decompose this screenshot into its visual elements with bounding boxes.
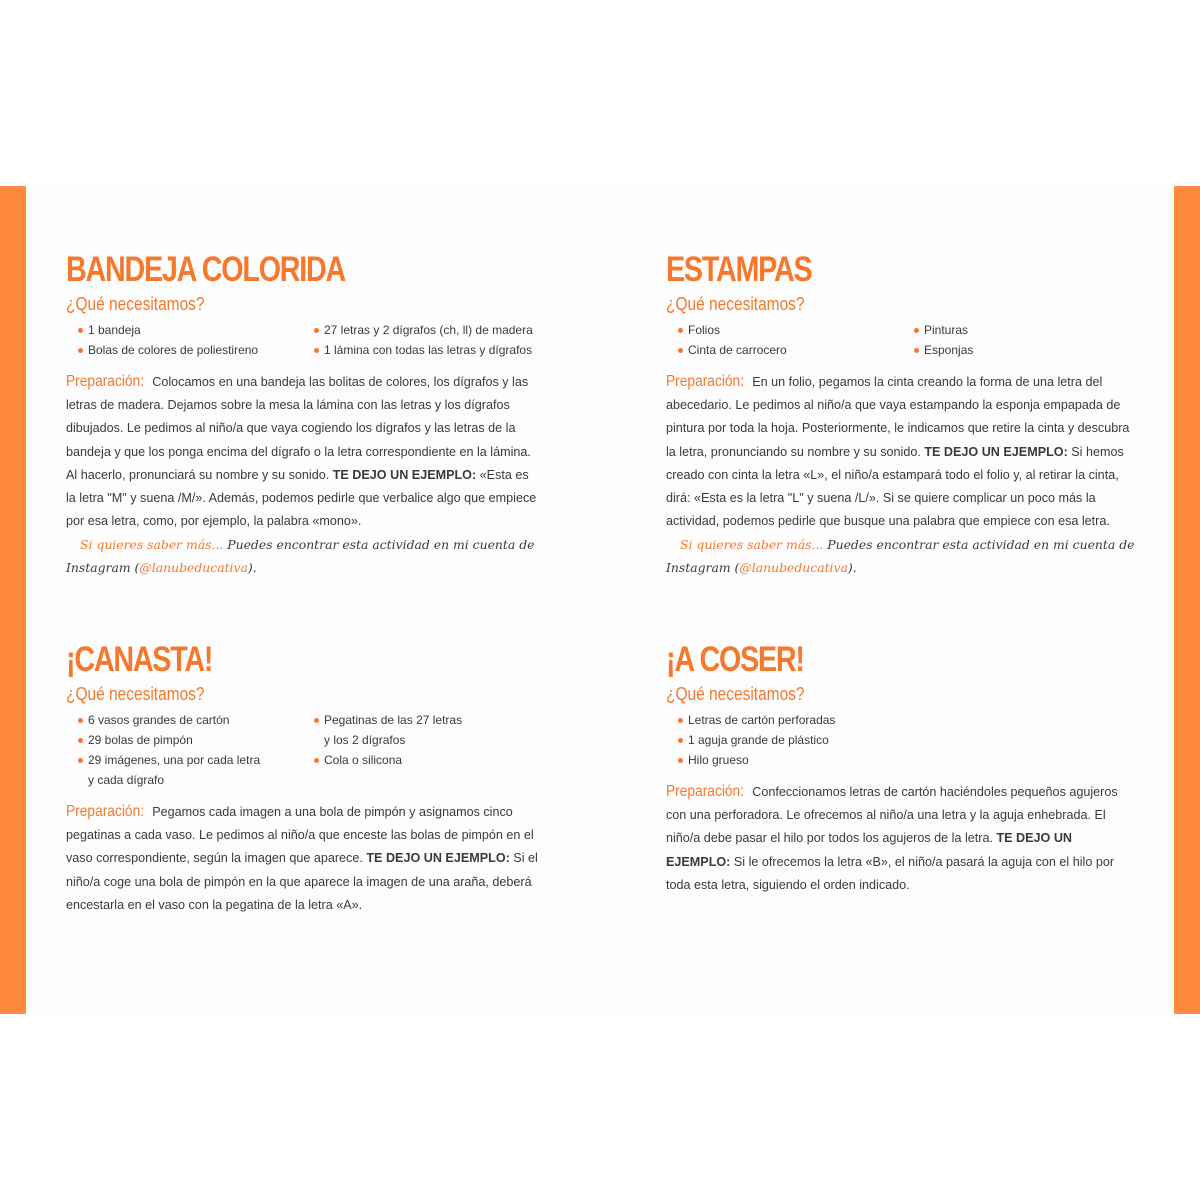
preparation-label: Preparación: xyxy=(666,783,745,800)
materials-heading: ¿Qué necesitamos? xyxy=(66,294,205,314)
list-item: 27 letras y 2 dígrafos (ch, ll) de madera xyxy=(314,320,550,340)
more-info-note: Si quieres saber más... Puedes encontrar esta actividad en mi cuenta de Instagram (@lanubeducativa). xyxy=(666,537,1135,576)
list-item: 6 vasos grandes de cartón xyxy=(78,710,314,750)
preparation-label: Preparación: xyxy=(66,803,145,820)
bullet-icon xyxy=(678,738,683,743)
bullet-icon xyxy=(78,758,83,763)
bullet-icon xyxy=(314,718,319,723)
more-info-label: Si quieres saber más... xyxy=(80,537,224,553)
orange-page-edge-left xyxy=(0,186,26,1014)
list-item: Pegatinas de las 27 letras y los 2 dígrafos xyxy=(314,710,550,750)
bullet-icon xyxy=(914,348,919,353)
list-item: Esponjas xyxy=(914,340,1150,360)
materials-heading: ¿Qué necesitamos? xyxy=(66,684,205,704)
list-item: Folios xyxy=(678,320,914,340)
bullet-icon xyxy=(78,348,83,353)
bullet-icon xyxy=(678,718,683,723)
activity-title: BANDEJA COLORIDA xyxy=(66,250,346,289)
instagram-handle: @lanubeducativa xyxy=(139,560,248,576)
list-item: Bolas de colores de poliestireno xyxy=(78,340,314,360)
bullet-icon xyxy=(314,348,319,353)
materials-list xyxy=(678,710,1146,770)
example-label: TE DEJO UN EJEMPLO: xyxy=(366,851,510,866)
activity-a-coser xyxy=(666,640,1146,897)
list-item: 1 lámina con todas las letras y dígrafos xyxy=(314,340,550,360)
more-info-note: Si quieres saber más... Puedes encontrar esta actividad en mi cuenta de Instagram (@lanubeducativa). xyxy=(66,537,535,576)
materials-list xyxy=(678,320,1146,360)
activity-estampas xyxy=(666,250,1146,579)
preparation-label: Preparación: xyxy=(666,373,745,390)
instagram-handle: @lanubeducativa xyxy=(739,560,848,576)
materials-list xyxy=(78,320,546,360)
orange-page-edge-right xyxy=(1174,186,1200,1014)
activity-canasta xyxy=(66,640,546,917)
preparation-paragraph: Preparación: En un folio, pegamos la cinta creando la forma de una letra del abecedario. Le pedimos al niño/a que vaya estampando la esponja empapada de pintura por toda la hoja. Posteriormente, le indicamos que retire la cinta y descubra la letra, pronunciando su nombre y su sonido. TE DEJO UN EJEMPLO: Si hemos creado con cinta la letra «L», el niño/a estampará todo el folio y, al retirar la cinta, dirá: «Esta es la letra "L" y suena /L/». Si se quiere complicar un poco más la actividad, podemos pedirle que busque una palabra que empiece con esa letra. xyxy=(666,370,1138,533)
preparation-paragraph: Preparación: Colocamos en una bandeja las bolitas de colores, los dígrafos y las letras de madera. Dejamos sobre la mesa la lámina con las letras y los dígrafos dibujados. Le pedimos al niño/a que vaya cogiendo los dígrafos y las letras de la bandeja y que los ponga encima del dígrafo o la letra correspondiente en la lámina. Al hacerlo, pronunciará su nombre y su sonido. TE DEJO UN EJEMPLO: «Esta es la letra "M" y suena /M/». Además, podemos pedirle que verbalice algo que empiece por esa letra, como, por ejemplo, la palabra «mono». xyxy=(66,370,538,533)
list-item: Letras de cartón perforadas xyxy=(678,710,1078,730)
bullet-icon xyxy=(914,328,919,333)
bullet-icon xyxy=(314,758,319,763)
bullet-icon xyxy=(78,738,83,743)
bullet-icon xyxy=(78,718,83,723)
example-label: TE DEJO UN EJEMPLO: xyxy=(332,467,477,482)
activity-bandeja-colorida xyxy=(66,250,546,579)
list-item: Cola o silicona xyxy=(314,750,550,770)
list-item: Hilo grueso xyxy=(678,750,1078,770)
materials-heading: ¿Qué necesitamos? xyxy=(666,294,805,314)
bullet-icon xyxy=(678,758,683,763)
activity-title: ¡CANASTA! xyxy=(66,640,213,679)
bullet-icon xyxy=(78,328,83,333)
list-item: 1 bandeja xyxy=(78,320,314,340)
activity-title: ESTAMPAS xyxy=(666,250,812,289)
activity-title: ¡A COSER! xyxy=(666,640,804,679)
example-label: TE DEJO UN EJEMPLO: xyxy=(666,831,1073,869)
list-item: 29 bolas de pimpón xyxy=(78,730,314,770)
bullet-icon xyxy=(678,348,683,353)
more-info-label: Si quieres saber más... xyxy=(680,537,824,553)
book-spread xyxy=(0,186,1200,1014)
list-item: Pinturas xyxy=(914,320,1150,340)
list-item: 29 imágenes, una por cada letra y cada dígrafo xyxy=(78,750,314,790)
bullet-icon xyxy=(314,328,319,333)
list-item: 1 aguja grande de plástico xyxy=(678,730,1078,750)
materials-heading: ¿Qué necesitamos? xyxy=(666,684,805,704)
preparation-paragraph: Preparación: Confeccionamos letras de cartón haciéndoles pequeños agujeros con una perforadora. Le ofrecemos al niño/a una letra y la aguja enhebrada. El niño/a debe pasar el hilo por todos los agujeros de la letra. TE DEJO UN EJEMPLO: Si le ofrecemos la letra «B», el niño/a pasará la aguja con el hilo por toda esta letra, siguiendo el orden indicado. xyxy=(666,780,1138,897)
preparation-label: Preparación: xyxy=(66,373,145,390)
list-item: Cinta de carrocero xyxy=(678,340,914,360)
bullet-icon xyxy=(678,328,683,333)
example-label: TE DEJO UN EJEMPLO: xyxy=(924,444,1068,459)
preparation-paragraph: Preparación: Pegamos cada imagen a una bola de pimpón y asignamos cinco pegatinas a cada vaso. Le pedimos al niño/a que enceste las bolas de pimpón en el vaso correspondiente, según la imagen que aparece. TE DEJO UN EJEMPLO: Si el niño/a coge una bola de pimpón en la que aparece la imagen de una araña, deberá encestarla en el vaso con la pegatina de la letra «A». xyxy=(66,800,538,917)
materials-list xyxy=(78,710,546,790)
